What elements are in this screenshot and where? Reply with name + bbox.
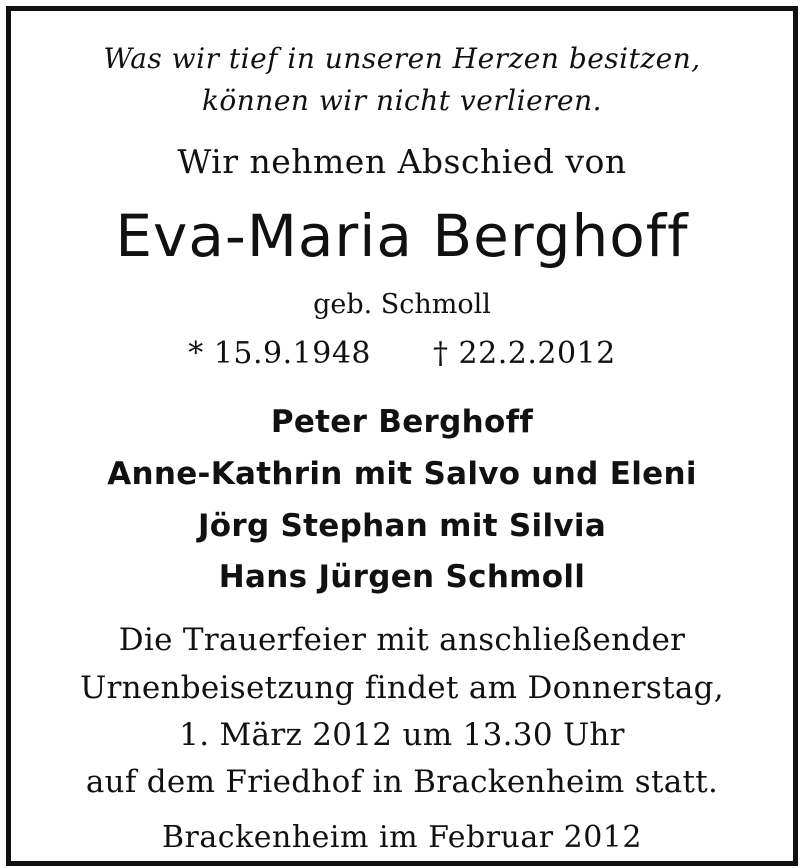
mourner-line-4: Hans Jürgen Schmoll (218, 559, 586, 595)
notice-frame (6, 6, 798, 866)
mourner-line-2: Anne-Kathrin mit Salvo und Eleni (107, 456, 697, 492)
place-and-date: Brackenheim im Februar 2012 (162, 820, 642, 855)
service-info-line-3: 1. März 2012 um 13.30 Uhr (179, 717, 625, 753)
mourner-line-1: Peter Berghoff (270, 404, 534, 440)
birth-date: * 15.9.1948 (188, 336, 371, 371)
death-date: † 22.2.2012 (433, 336, 616, 371)
intro-text: Wir nehmen Abschied von (177, 142, 627, 181)
motto-line-2: können wir nicht verlieren. (201, 84, 603, 117)
mourner-line-3: Jörg Stephan mit Silvia (197, 508, 607, 544)
deceased-name: Eva-Maria Berghoff (115, 202, 689, 270)
birth-name: geb. Schmoll (313, 289, 491, 320)
life-dates (11, 336, 793, 371)
motto-line-1: Was wir tief in unseren Herzen besitzen, (103, 42, 701, 75)
service-info-line-4: auf dem Friedhof in Brackenheim statt. (85, 764, 719, 800)
service-info-line-2: Urnenbeisetzung findet am Donnerstag, (80, 670, 724, 706)
service-info-line-1: Die Trauerfeier mit anschließender (118, 622, 686, 658)
